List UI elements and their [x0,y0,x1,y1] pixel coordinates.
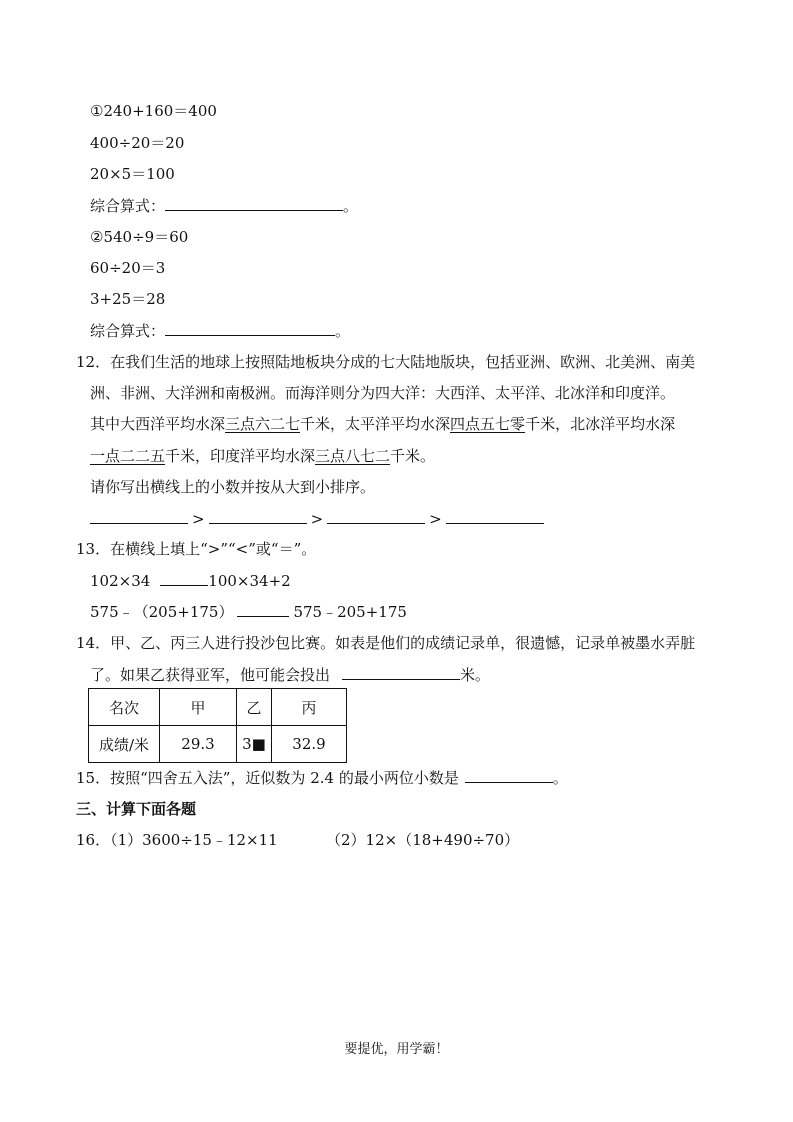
q13-row-1 [90,570,291,591]
section-heading: 三、计算下面各题 [76,800,197,818]
greater-than-sign: > [310,510,324,528]
q11-combined-row-1 [90,195,358,216]
period: 。 [343,197,359,215]
underlined-number: 四点五七零 [450,415,526,433]
q11-step-3: 20×5＝100 [90,165,175,183]
answer-blank[interactable] [237,601,289,617]
q13-line-1 [76,539,316,559]
text-segment: 米。 [460,666,491,684]
text-segment: 千米，太平洋平均水深 [300,415,451,433]
q12-ordering-row [90,508,544,529]
q11-combined-row-2 [90,320,350,341]
question-number: 15． [76,769,111,787]
q11-step-2: 400÷20＝20 [90,134,185,152]
score-table [88,688,347,763]
combined-label: 综合算式： [90,197,166,215]
expression-right: 100×34+2 [208,572,291,590]
q11-step-4: ②540÷9＝60 [90,228,189,246]
q13-row-2 [90,601,407,622]
q12-line-1 [76,352,695,372]
q12-instruction: 请你写出横线上的小数并按从大到小排序。 [90,478,376,496]
q12-line-4 [90,446,435,466]
answer-blank[interactable] [165,320,335,336]
q11-step-6: 3+25＝28 [90,290,166,308]
greater-than-sign: > [192,510,205,528]
table-row [89,726,347,763]
q15-line [76,767,568,788]
answer-blank[interactable] [160,570,208,586]
text-segment: 其中大西洋平均水深 [90,415,226,433]
expression-right: 575﹣205+175 [293,603,407,621]
table-header-row [89,689,347,726]
table-cell: 成绩/米 [89,726,160,763]
combined-label: 综合算式： [90,322,166,340]
question-text: 在横线上填上“>”“<”或“＝”。 [110,540,317,558]
q14-line-2 [90,664,490,685]
q11-step-5: 60÷20＝3 [90,259,166,277]
text-segment: 千米，北冰洋平均水深 [525,415,676,433]
table-header-cell: 甲 [160,689,237,726]
q16-part-1: （1）3600÷15﹣12×11 [110,831,278,849]
question-number: 14． [76,634,111,652]
table-header-cell: 名次 [89,689,160,726]
underlined-number: 三点八七二 [315,447,391,465]
page-footer: 要提优，用学霸！ [344,1042,449,1057]
period: 。 [335,322,351,340]
greater-than-sign: > [429,510,442,528]
answer-blank[interactable] [165,195,343,211]
q14-line-1 [76,633,695,653]
question-number: 16． [76,831,111,849]
period: 。 [552,769,568,787]
q12-line-2: 洲、非洲、大洋洲和南极洲。而海洋则分为四大洋：大西洋、太平洋、北冰洋和印度洋。 [90,384,676,402]
table-header-cell: 乙 [237,689,272,726]
underlined-number: 三点六二七 [225,415,301,433]
question-number: 12． [76,353,111,371]
table-cell: 29.3 [160,726,237,763]
q16-line [76,830,278,850]
question-text: 在我们生活的地球上按照陆地板块分成的七大陆地版块，包括亚洲、欧洲、北美洲、南美 [110,353,696,371]
expression-left: 575﹣（205+175） [90,603,234,621]
q16-part-2: （2）12×（18+490÷70） [326,831,520,849]
answer-blank[interactable] [209,508,307,524]
text-segment: 千米，印度洋平均水深 [165,447,316,465]
question-text: 按照“四舍五入法”，近似数为 2.4 的最小两位小数是 [110,769,459,787]
q12-line-3 [90,414,675,434]
answer-blank[interactable] [342,664,460,680]
question-text: 甲、乙、丙三人进行投沙包比赛。如表是他们的成绩记录单，很遗憾，记录单被墨水弄脏 [110,634,696,652]
answer-blank[interactable] [446,508,544,524]
answer-blank[interactable] [465,767,553,783]
underlined-number: 一点二二五 [90,447,166,465]
text-segment: 了。如果乙获得亚军，他可能会投出 [90,666,331,684]
q11-step-1: ①240+160＝400 [90,102,217,120]
expression-left: 102×34 [90,572,151,590]
table-cell: 3■ [237,726,272,763]
question-number: 13． [76,540,111,558]
answer-blank[interactable] [327,508,425,524]
table-header-cell: 丙 [272,689,347,726]
table-cell: 32.9 [272,726,347,763]
text-segment: 千米。 [390,447,436,465]
answer-blank[interactable] [90,508,188,524]
